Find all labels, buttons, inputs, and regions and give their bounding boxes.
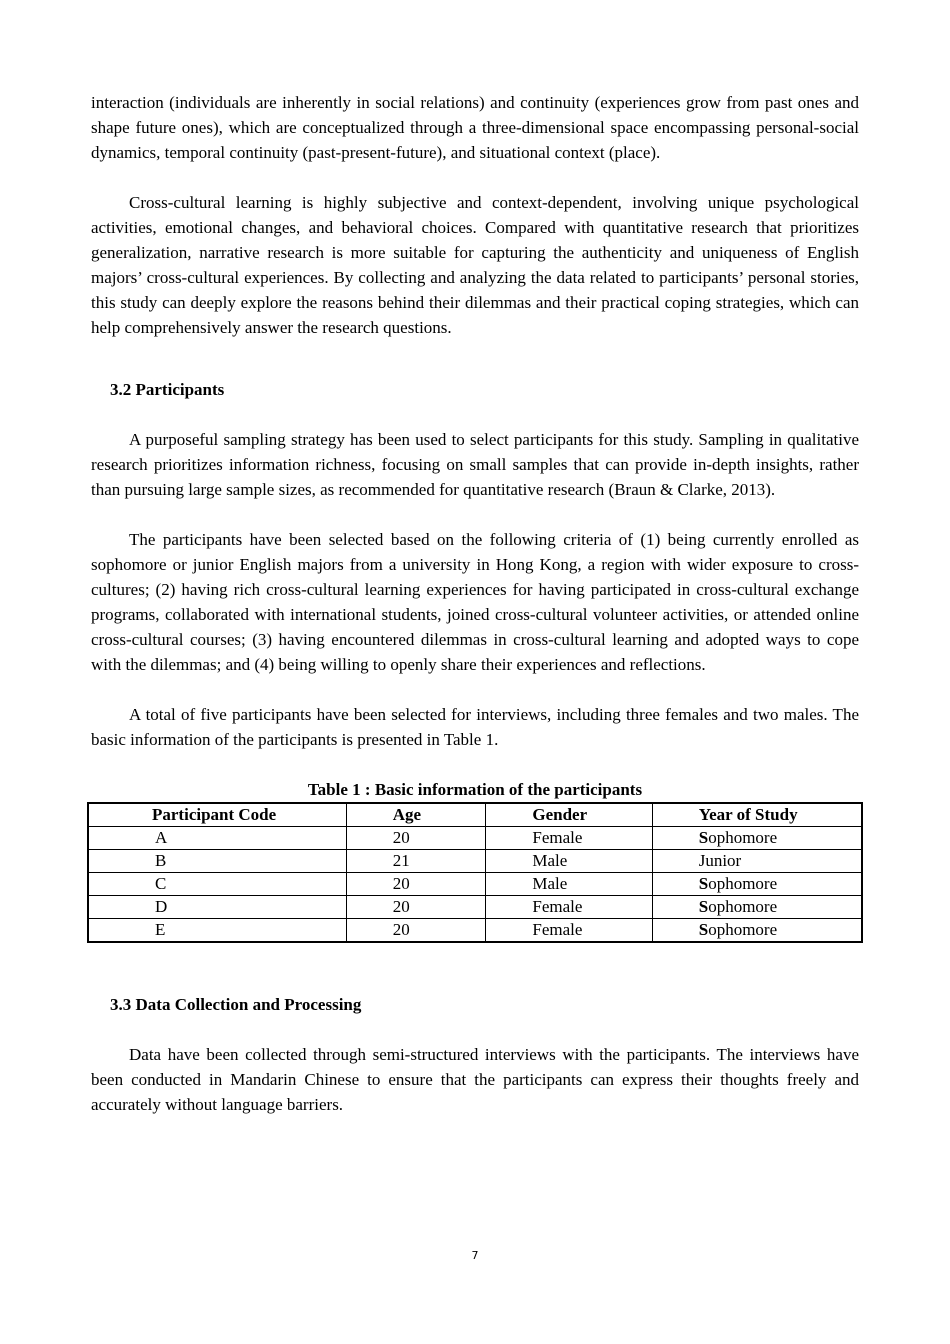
paragraph-continuation: interaction (individuals are inherently in social relations) and continuity (experiences grow from past ones and shape future ones), which are conceptualized through a three-dimensional space encompassing personal-social dynamics, temporal continuity (past-present-future), and situational context (place). xyxy=(91,93,859,162)
paragraph-interviews: Data have been collected through semi-structured interviews with the participants. The interviews have been conducted in Mandarin Chinese to ensure that the participants can express their thoughts freely and accurately without language barriers. xyxy=(91,1045,859,1114)
participants-table xyxy=(87,802,863,943)
cell-gender: Female xyxy=(486,896,652,919)
cell-participant-code: A xyxy=(88,827,346,850)
cell-participant-code: E xyxy=(88,919,346,943)
cell-participant-code: D xyxy=(88,896,346,919)
section-heading-participants: 3.2 Participants xyxy=(110,380,225,399)
cell-year-of-study: Sophomore xyxy=(652,919,862,943)
column-header-gender: Gender xyxy=(486,803,652,827)
cell-age: 21 xyxy=(346,850,486,873)
table-header-row xyxy=(88,803,862,827)
cell-year-of-study: Junior xyxy=(652,850,862,873)
cell-age: 20 xyxy=(346,827,486,850)
cell-age: 20 xyxy=(346,873,486,896)
cell-age: 20 xyxy=(346,896,486,919)
table-caption: Table 1 : Basic information of the participants xyxy=(307,780,643,799)
paragraph-criteria: The participants have been selected based on the following criteria of (1) being currently enrolled as sophomore or junior English majors from a university in Hong Kong, a region with wider exposure to cross-cultures; (2) having rich cross-cultural learning experiences for having participated in cross-cultural exchange programs, collaborated with international students, joined cross-cultural volunteer activities, or attended online cross-cultural courses; (3) having encountered dilemmas in cross-cultural learning and adopted ways to cope with the dilemmas; and (4) being willing to openly share their experiences and reflections. xyxy=(91,530,859,674)
paragraph-sampling: A purposeful sampling strategy has been used to select participants for this study. Sampling in qualitative research prioritizes information richness, focusing on small samples that can provide in-depth insights, rather than pursuing large sample sizes, as recommended for quantitative research (Braun & Clarke, 2013). xyxy=(91,430,859,499)
table-row xyxy=(88,827,862,850)
cell-year-of-study: Sophomore xyxy=(652,873,862,896)
column-header-participant-code: Participant Code xyxy=(88,803,346,827)
cell-gender: Female xyxy=(486,827,652,850)
column-header-age: Age xyxy=(346,803,486,827)
cell-gender: Male xyxy=(486,873,652,896)
page-content xyxy=(91,90,859,1117)
paragraph-cross-cultural-learning: Cross-cultural learning is highly subjective and context-dependent, involving unique psychological activities, emotional changes, and behavioral choices. Compared with quantitative research that prioritizes generalization, narrative research is more suitable for capturing the authenticity and uniqueness of English majors’ cross-cultural experiences. By collecting and analyzing the data related to participants’ personal stories, this study can deeply explore the reasons behind their dilemmas and their practical coping strategies, which can help comprehensively answer the research questions. xyxy=(91,193,859,337)
cell-participant-code: C xyxy=(88,873,346,896)
table-row xyxy=(88,873,862,896)
section-heading-data-collection: 3.3 Data Collection and Processing xyxy=(110,995,362,1014)
cell-gender: Male xyxy=(486,850,652,873)
cell-year-of-study: Sophomore xyxy=(652,896,862,919)
cell-gender: Female xyxy=(486,919,652,943)
table-row xyxy=(88,896,862,919)
cell-year-of-study: Sophomore xyxy=(652,827,862,850)
page-number: 7 xyxy=(471,1249,479,1262)
column-header-year-of-study: Year of Study xyxy=(652,803,862,827)
table-row xyxy=(88,919,862,943)
paragraph-participant-total: A total of five participants have been selected for interviews, including three females and two males. The basic information of the participants is presented in Table 1. xyxy=(91,705,859,749)
table-row xyxy=(88,850,862,873)
cell-age: 20 xyxy=(346,919,486,943)
cell-participant-code: B xyxy=(88,850,346,873)
